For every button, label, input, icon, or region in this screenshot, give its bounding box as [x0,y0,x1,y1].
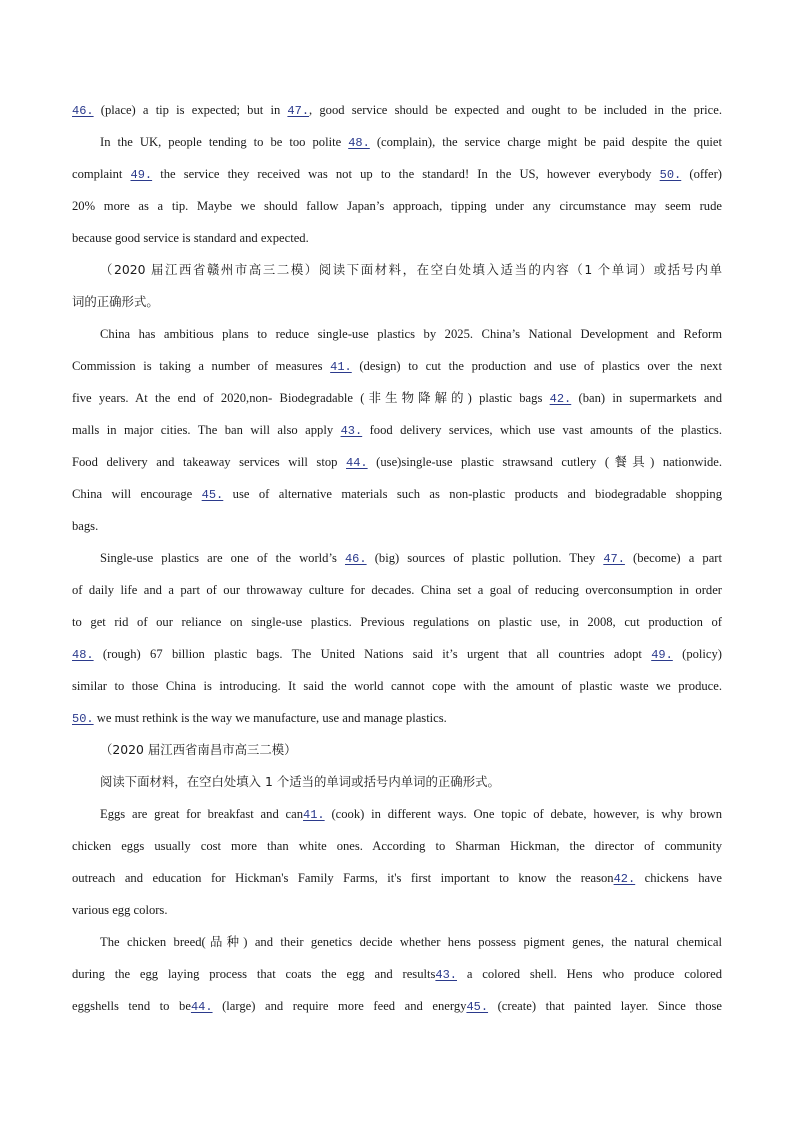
blank-number: 45. [466,1000,489,1014]
blank-number: 46. [344,552,367,566]
text-line [72,709,722,727]
passage-text: chicken eggs usually cost more than white ones. According to Sharman Hickman, the director of community [72,839,722,853]
passage-text: (create) that painted layer. Since those [488,999,722,1013]
text-line [72,197,722,215]
text-line [72,357,722,375]
blank-number: 41. [330,360,352,374]
chinese-text: 非生物降解的 [364,390,468,405]
passage-text: chickens have [635,871,722,885]
blank-number: 45. [201,488,224,502]
passage-text: malls in major cities. The ban will also apply [72,423,341,437]
passage-text: a colored shell. Hens who produce colored [457,967,722,981]
text-line [100,741,722,759]
chinese-text: 餐具 [609,454,651,469]
passage-text: because good service is standard and expected. [72,231,309,245]
passage-text: (ban) in supermarkets and [571,391,722,405]
blank-number: 43. [435,968,457,982]
blank-number: 43. [340,424,363,438]
text-line [72,613,722,631]
text-line [100,933,722,951]
chinese-text: 品种 [205,934,244,949]
blank-number: 48. [348,136,370,150]
text-line [72,389,722,407]
passage-text: Single-use plastics are one of the world’s [100,551,345,565]
text-line [72,421,722,439]
text-line [72,517,722,535]
passage-text: Eggs are great for breakfast and can [100,807,304,821]
text-line [72,997,722,1015]
passage-text: the service they received was not up to the standard! In the US, however everybody [152,167,660,181]
passage-text: (design) to cut the production and use of plastics over the next [351,359,722,373]
blank-number: 46. [72,104,94,118]
passage-text: bags. [72,519,99,533]
blank-number: 50. [72,712,94,726]
passage-text: use of alternative materials such as non-plastic products and biodegradable shopping [223,487,722,501]
passage-text: (large) and require more feed and energy [212,999,467,1013]
passage-text: complaint [72,167,131,181]
passage-text: (use)single-use plastic strawsand cutlery ( [367,455,610,469]
passage-text: Commission is taking a number of measures [72,359,331,373]
blank-number: 47. [287,104,310,118]
text-line [72,293,722,311]
blank-number: 42. [549,392,572,406]
blank-number: 47. [603,552,625,566]
passage-text: outreach and education for Hickman's Family Farms, it's first important to know the reason [72,871,614,885]
passage-text: similar to those China is introducing. It said the world cannot cope with the amount of plastic waste we produce. [72,679,722,693]
text-line [72,453,722,471]
text-line [100,261,722,279]
passage-text: The chicken breed( [100,935,206,949]
text-line [72,677,722,695]
passage-text: of daily life and a part of our throwaway culture for decades. China set a goal of reducing overconsumption in order [72,583,722,597]
passage-text: , good service should be expected and ought to be included in the price. [309,103,722,117]
text-line [72,965,722,983]
passage-text: (policy) [672,647,722,661]
blank-number: 41. [303,808,325,822]
passage-text: we must rethink is the way we manufacture, use and manage plastics. [93,711,447,725]
passage-text: food delivery services, which use vast amounts of the plastics. [362,423,722,437]
passage-text: ) nationwide. [650,455,722,469]
chinese-text: （2020 届江西省赣州市高三二模）阅读下面材料，在空白处填入适当的内容（1 个单词）或括号内单 [100,262,722,277]
text-line [72,101,722,119]
chinese-text: 词的正确形式。 [72,294,159,309]
passage-text: ) and their genetics decide whether hens possess pigment genes, the natural chemical [243,935,722,949]
passage-text: (become) a part [624,551,722,565]
text-line [72,869,722,887]
text-line [72,165,722,183]
passage-text: China will encourage [72,487,202,501]
passage-text: (rough) 67 billion plastic bags. The United Nations said it’s urgent that all countries adopt [93,647,652,661]
text-line [100,805,722,823]
passage-text: during the egg laying process that coats the egg and results [72,967,436,981]
blank-number: 49. [130,168,153,182]
text-line [100,773,722,791]
blank-number: 48. [72,648,94,662]
passage-text: In the UK, people tending to be too polite [100,135,349,149]
passage-text: eggshells tend to be [72,999,191,1013]
text-line [72,581,722,599]
passage-text: 20% more as a tip. Maybe we should fallow Japan’s approach, tipping under any circumstance may seem rude [72,199,722,213]
blank-number: 50. [659,168,682,182]
text-line [100,549,722,567]
passage-text: ) plastic bags [467,391,550,405]
passage-text: Food delivery and takeaway services will stop [72,455,346,469]
chinese-text: 阅读下面材料，在空白处填入 1 个适当的单词或括号内单词的正确形式。 [100,774,500,789]
passage-text: five years. At the end of 2020,non- Biodegradable ( [72,391,365,405]
text-line [72,485,722,503]
blank-number: 44. [190,1000,213,1014]
blank-number: 44. [346,456,368,470]
passage-text: (complain), the service charge might be paid despite the quiet [369,135,722,149]
passage-text: (cook) in different ways. One topic of debate, however, is why brown [324,807,722,821]
chinese-text: （2020 届江西省南昌市高三二模） [100,742,297,757]
text-line [72,645,722,663]
text-line [72,837,722,855]
blank-number: 42. [613,872,636,886]
passage-text: to get rid of our reliance on single-use plastics. Previous regulations on plastic use, in 2008, cut production of [72,615,722,629]
passage-text: (place) a tip is expected; but in [93,103,288,117]
blank-number: 49. [651,648,673,662]
text-line [100,325,722,343]
text-line [100,133,722,151]
text-line [72,229,722,247]
text-line [72,901,722,919]
passage-text: (offer) [681,167,722,181]
passage-text: (big) sources of plastic pollution. They [366,551,604,565]
passage-text: various egg colors. [72,903,168,917]
passage-text: China has ambitious plans to reduce single-use plastics by 2025. China’s National Development and Reform [100,327,722,341]
